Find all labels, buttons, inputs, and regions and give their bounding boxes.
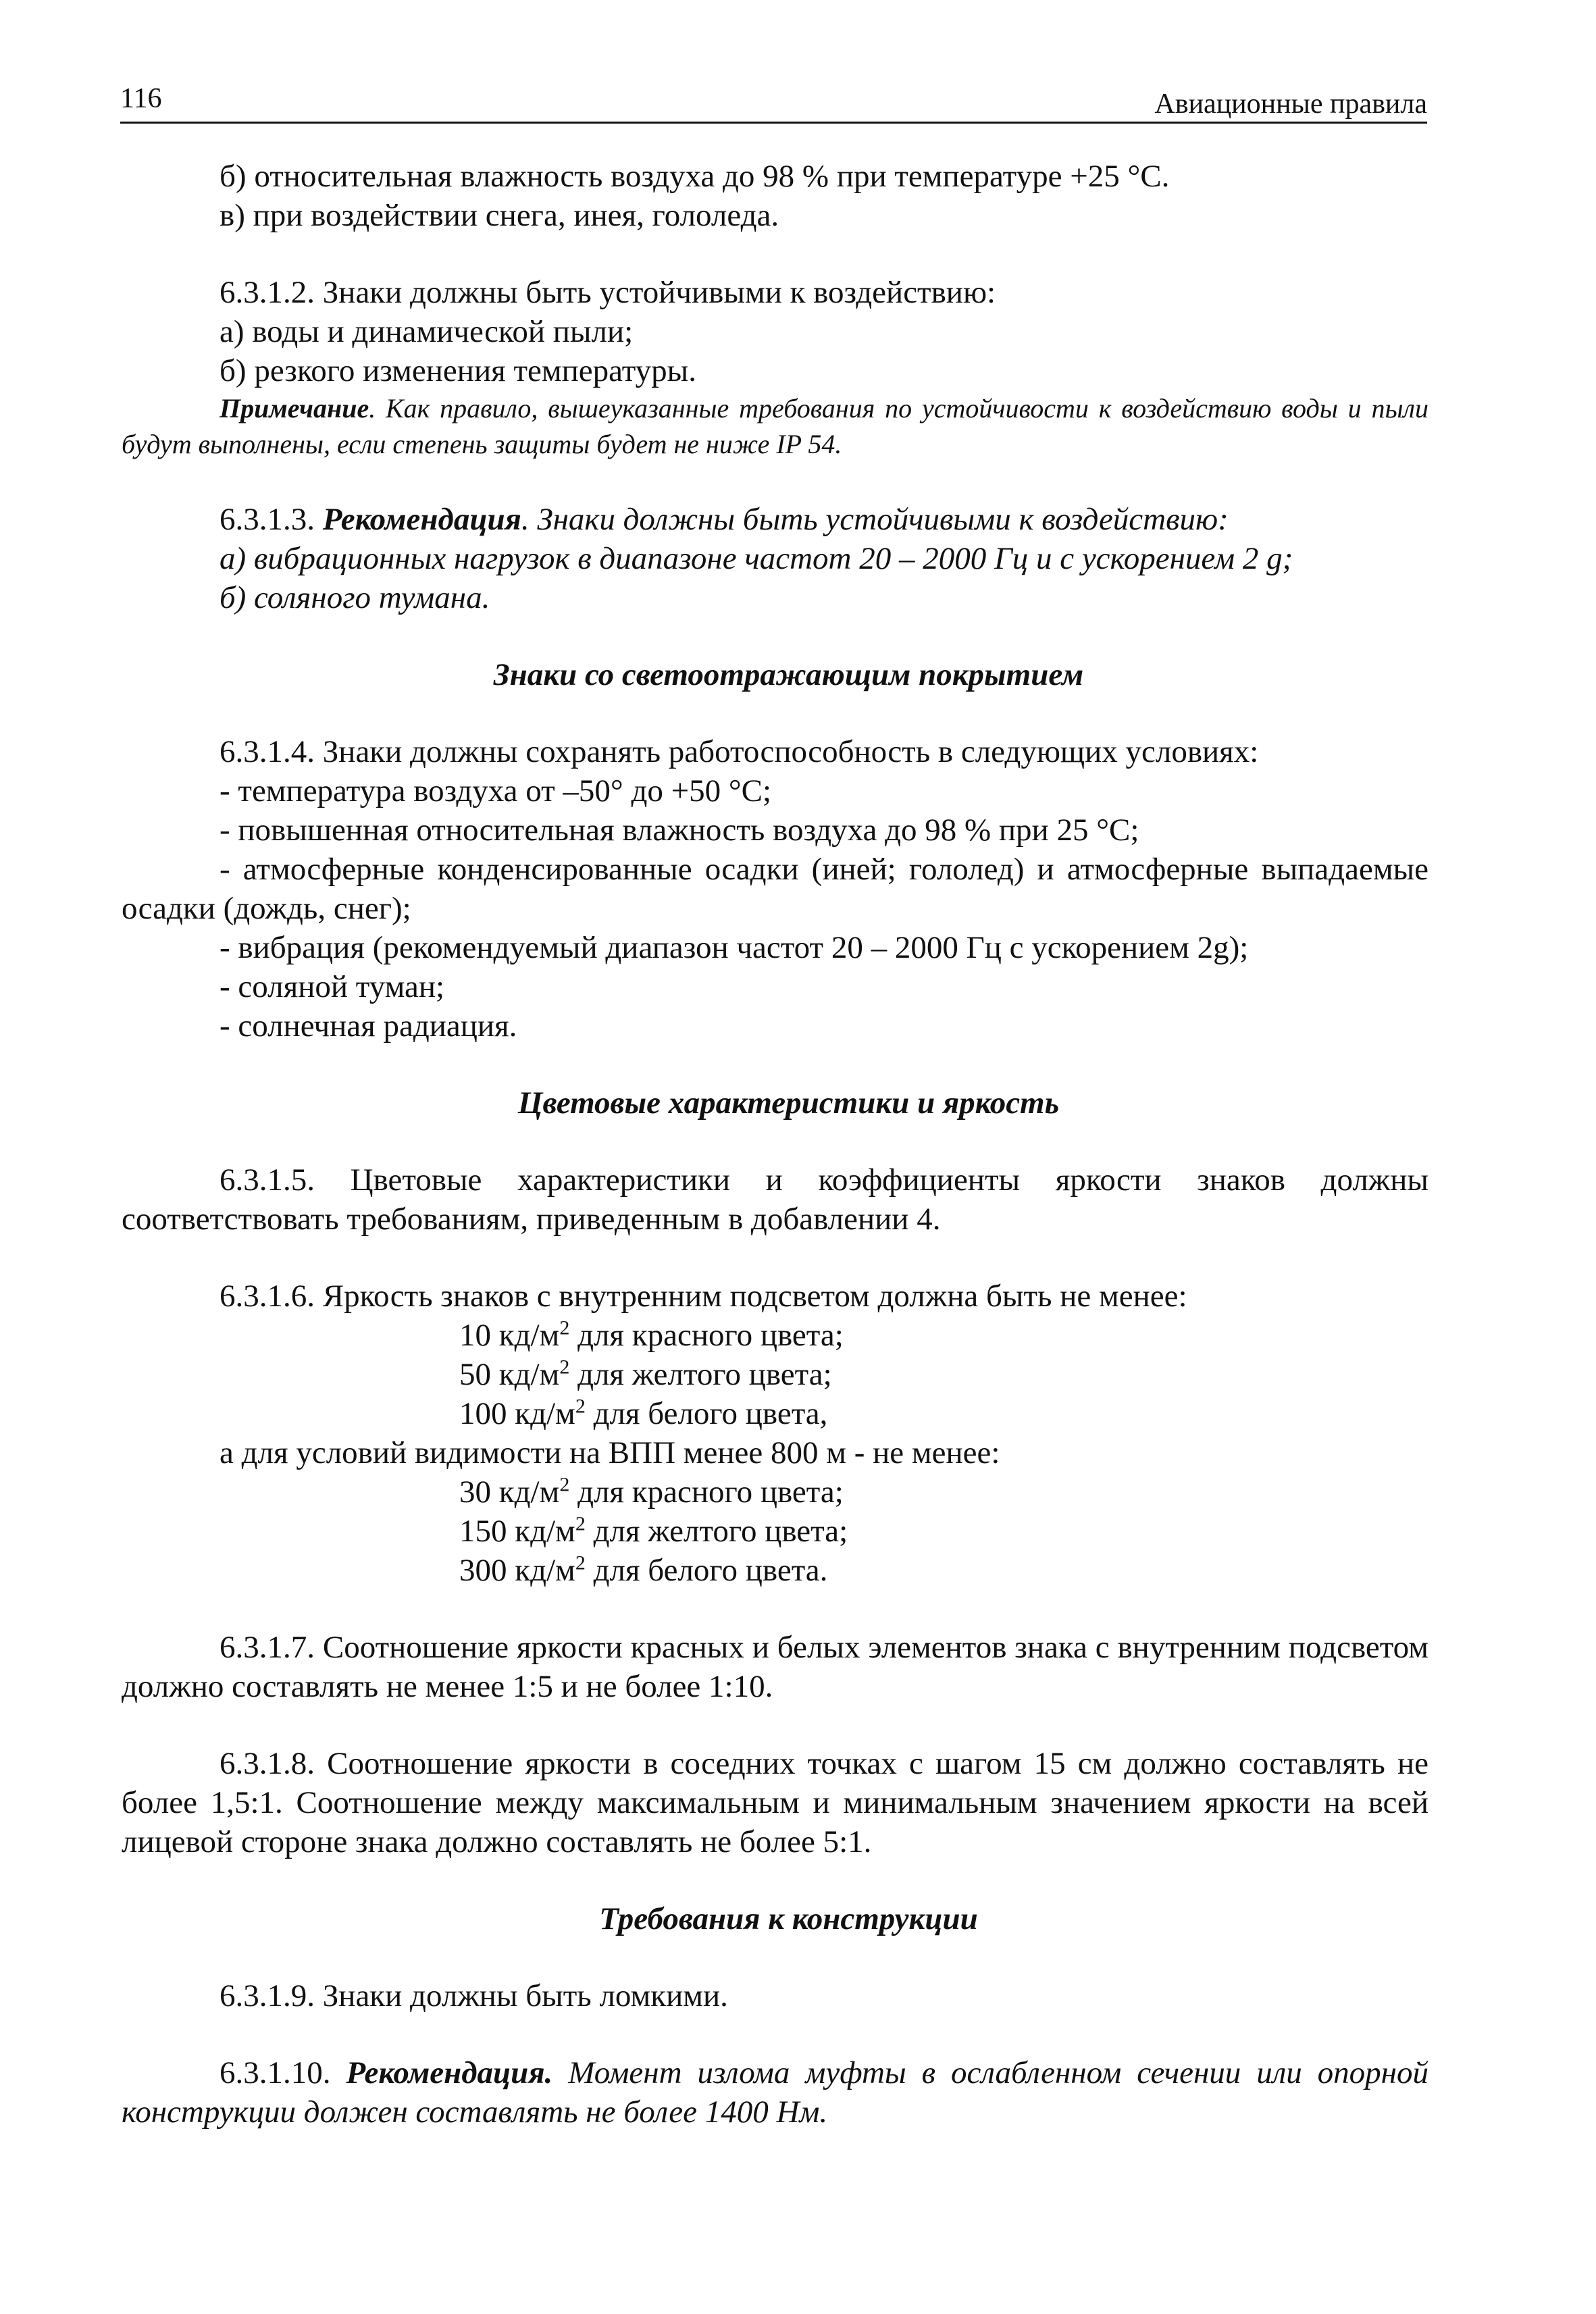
list-item: а) вибрационных нагрузок в диапазоне частот 20 – 2000 Гц и с ускорением 2 g; (220, 541, 1293, 576)
list-item: - повышенная относительная влажность воздуха до 98 % при 25 °С; (220, 813, 1139, 848)
list-item: в) при воздействии снега, инея, гололеда. (220, 198, 779, 233)
running-title: Авиационные правила (1154, 88, 1427, 120)
section-heading: Знаки со светоотражающим покрытием (493, 657, 1084, 692)
list-item: б) относительная влажность воздуха до 98 % при температуре +25 °С. (220, 159, 1170, 194)
section-6313-intro (122, 500, 1428, 539)
section-6316-mid: а для условий видимости на ВПП менее 800 м - не менее: (220, 1435, 1000, 1470)
section-6318: 6.3.1.8. Соотношение яркости в соседних точках с шагом 15 см должно составлять не более 1,5:1. Соотношение между максимальным и минимальным значением яркости на всей лицевой стороне знака должно составлять не более 5:1. (122, 1746, 1428, 1859)
section-6312-intro: 6.3.1.2. Знаки должны быть устойчивыми к воздействию: (220, 275, 996, 310)
brightness-value: 10 $кд/м^2$ для красного цвета; (459, 1316, 844, 1353)
document-body (122, 157, 1428, 2132)
page-header (120, 80, 1427, 124)
note-label: Примечание (220, 393, 369, 423)
list-item: - соляной туман; (220, 969, 445, 1004)
page-number: 116 (120, 83, 162, 114)
brightness-value: 30 $кд/м^2$ для красного цвета; (459, 1473, 844, 1510)
list-item: - вибрация (рекомендуемый диапазон частот 20 – 2000 Гц с ускорением 2g); (220, 930, 1249, 965)
brightness-value: 100 $кд/м^2$ для белого цвета, (459, 1395, 828, 1431)
section-63110 (122, 2053, 1428, 2132)
section-6316-intro: 6.3.1.6. Яркость знаков с внутренним подсветом должна быть не менее: (220, 1279, 1187, 1314)
note-text: . Как правило, вышеуказанные требования по устойчивости к воздействию воды и пыли будут выполнены, если степень защиты будет не ниже IP 54. (122, 393, 1428, 459)
recommendation-text: Момент излома муфты в ослабленном сечении или опорной конструкции должен составлять не более 1400 Нм. (122, 2055, 1428, 2130)
recommendation-text: . Знаки должны быть устойчивыми к воздействию: (521, 502, 1229, 537)
section-6317: 6.3.1.7. Соотношение яркости красных и белых элементов знака с внутренним подсветом должно составлять не менее 1:5 и не более 1:10. (122, 1630, 1428, 1704)
list-item: - температура воздуха от –50° до +50 °С; (220, 773, 772, 808)
list-item: - солнечная радиация. (220, 1008, 517, 1044)
brightness-value: 50 $кд/м^2$ для желтого цвета; (459, 1356, 832, 1392)
section-number: 6.3.1.3. (220, 502, 323, 537)
brightness-value: 300 $кд/м^2$ для белого цвета. (459, 1551, 828, 1588)
section-6315: 6.3.1.5. Цветовые характеристики и коэффициенты яркости знаков должны соответствовать требованиям, приведенным в добавлении 4. (122, 1162, 1428, 1237)
brightness-value: 150 $кд/м^2$ для желтого цвета; (459, 1512, 848, 1549)
list-item: - атмосферные конденсированные осадки (иней; гололед) и атмосферные выпадаемые осадки (дождь, снег); (122, 852, 1428, 926)
list-item: а) воды и динамической пыли; (220, 314, 634, 349)
list-item: б) резкого изменения температуры. (220, 353, 697, 388)
note-paragraph (122, 390, 1428, 462)
list-item: б) соляного тумана. (220, 580, 490, 615)
section-6319: 6.3.1.9. Знаки должны быть ломкими. (220, 1978, 728, 2013)
section-heading: Требования к конструкции (599, 1901, 978, 1936)
section-6314-intro: 6.3.1.4. Знаки должны сохранять работоспособность в следующих условиях: (220, 734, 1259, 769)
recommendation-label: Рекомендация (322, 502, 521, 537)
recommendation-label: Рекомендация. (346, 2055, 553, 2090)
section-heading: Цветовые характеристики и яркость (517, 1085, 1060, 1121)
section-number: 6.3.1.10. (220, 2055, 346, 2090)
